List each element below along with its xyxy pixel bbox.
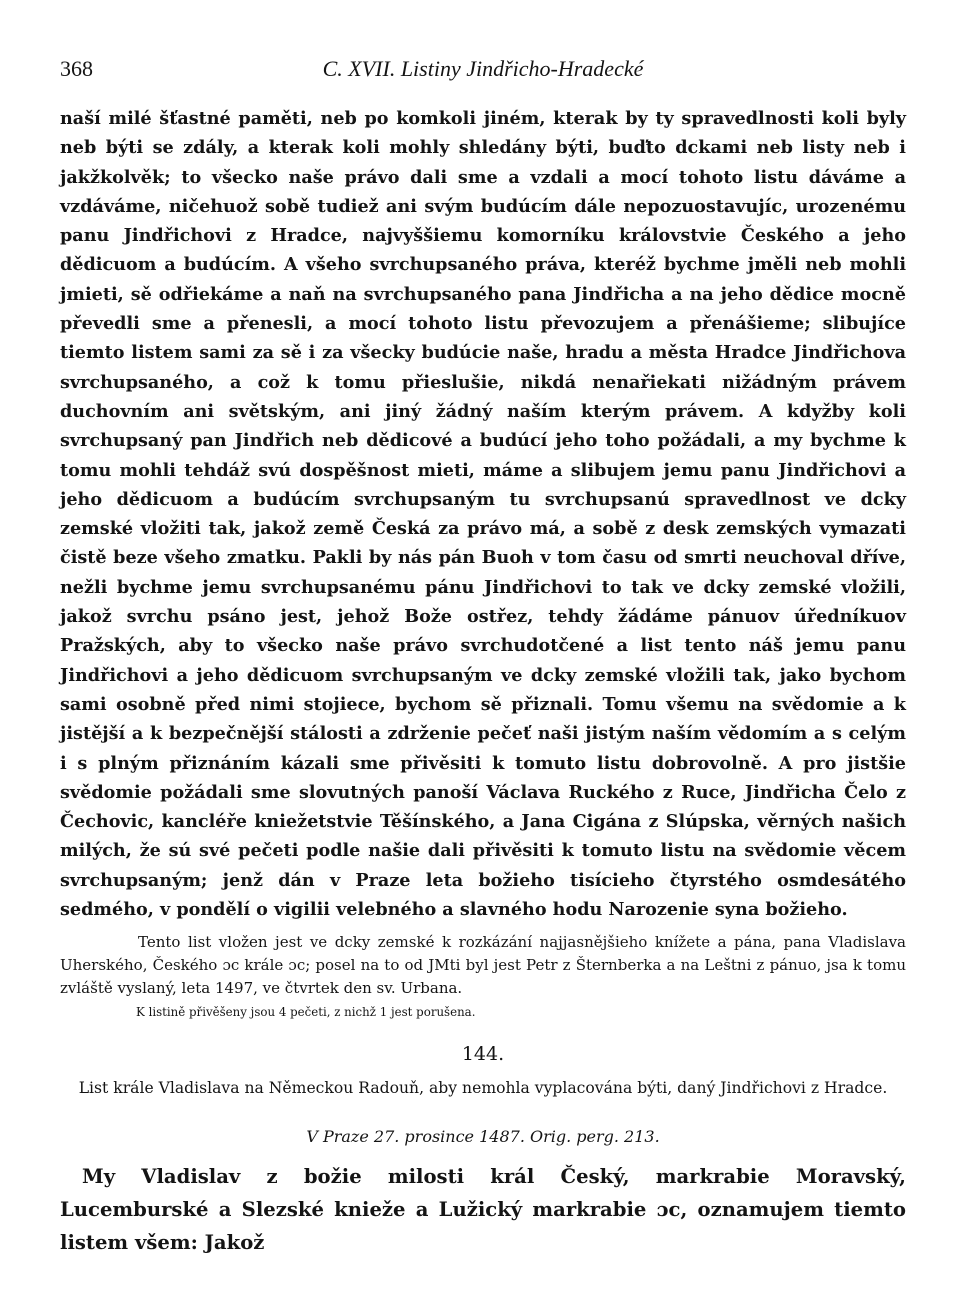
transmission-note: Tento list vložen jest ve dcky zemské k rozkázání najjasnějšieho knížete a pána, pana Vladislava Uherského, Českého ɔc krále ɔc; posel na to od JMti byl jest Petr z Šternberka a na Leštni z pánuo, jsa k tomu zvláště vyslaný, leta 1497, ve čtvrtek den sv. Urbana. — [60, 933, 906, 997]
seal-note: K listině přivěšeny jsou 4 pečeti, z nichž 1 jest porušena. — [136, 1005, 476, 1019]
document-title: List krále Vladislava na Německou Radouň, aby nemohla vyplacována býti, daný Jindřichovi z Hradce. — [78, 1079, 888, 1097]
page-number: 368 — [60, 56, 93, 81]
page-header — [60, 56, 906, 88]
document-dating: V Praze 27. prosince 1487. Orig. perg. 213. — [306, 1127, 660, 1146]
document-opening-text: My Vladislav z božie milosti král Český, markrabie Moravský, Lucemburské a Slezské knieže a Lužický markrabie ɔc, oznamujem tiemto listem všem: Jakož — [60, 1165, 906, 1254]
main-body-text: naší milé šťastné paměti, neb po komkoli jiném, kterak by ty spravedlnosti koli byly neb býti se zdály, a kterak koli mohly shledány býti, buďto dckami neb listy neb i jakžkolvěk; to všecko naše právo dali sme a vzdali a mocí tohoto listu dáváme a vzdáváme, ničehuož sobě tudiež ani svým budúcím dále nepozuostavujíc, urozenému panu Jindřichovi z Hradce, najvyššiemu komorníku královstvie Českého a jeho dědicuom a budúcím. A všeho svrchupsaného práva, kteréž bychme jměli neb mohli jmieti, sě odřiekáme a naň na svrchupsaného pana Jindřicha a na jeho dědice mocně převedli sme a přenesli, a mocí tohoto listu převozujem a přenášieme; slibujíce tiemto listem sami za sě i za všecky budúcie naše, hradu a města Hradce Jindřichova svrchupsaného, a což k tomu přieslušie, nikdá nenařiekati nižádným právem duchovním ani světským, ani jiný žádný naším kterým právem. A kdyžby koli svrchupsaný pan Jindřich neb dědicové a budúcí jeho toho požádali, a my bychme k tomu mohli tehdáž svú dospěšnost mieti, máme a slibujem jemu panu Jindřichovi a jeho dědicuom a budúcím svrchupsaným tu svrchupsanú spravedlnost ve dcky zemské vložiti tak, jakož země Česká za právo má, a sobě z desk zemských vymazati čistě beze všeho zmatku. Pakli by nás pán Buoh v tom času od smrti neuchoval dříve, nežli bychme jemu svrchupsanému pánu Jindřichovi to tak ve dcky zemské vložili, jakož svrchu psáno jest, jehož Bože ostřez, tehdy žádáme pánuov úředníkuov Pražských, aby to všecko naše právo svrchudotčené a list tento náš jemu panu Jindřichovi a jeho dědicuom svrchupsaným ve dcky zemské vložili tak, jako bychom sami osobně před nimi stojiece, bychom sě přiznali. Tomu všemu na svědomie a k jistější a k bezpečnější stálosti a zdrženie pečeť naši jistým naším vědomím a s celým i s plným přiznáním kázali sme přivěsiti k tomuto listu dobrovolně. A pro jistšie svědomie požádali sme slovutných panoší Václava Ruckého z Ruce, Jindřicha Čelo z Čechovic, kancléře kniežetstvie Těšínského, a Jana Cigána z Slúpska, věrných našich milých, že sú své pečeti podle našie dali přivěsiti k tomuto listu na svědomie věcem svrchupsaným; jenž dán v Praze leta božieho tisícieho čtyrstého osmdesátého sedmého, v pondělí o vigilii velebného a slavného hodu Narozenie syna božieho. — [60, 108, 906, 921]
running-head: C. XVII. Listiny Jindřicho-Hradecké — [322, 56, 644, 81]
document-number: 144. — [461, 1043, 505, 1065]
